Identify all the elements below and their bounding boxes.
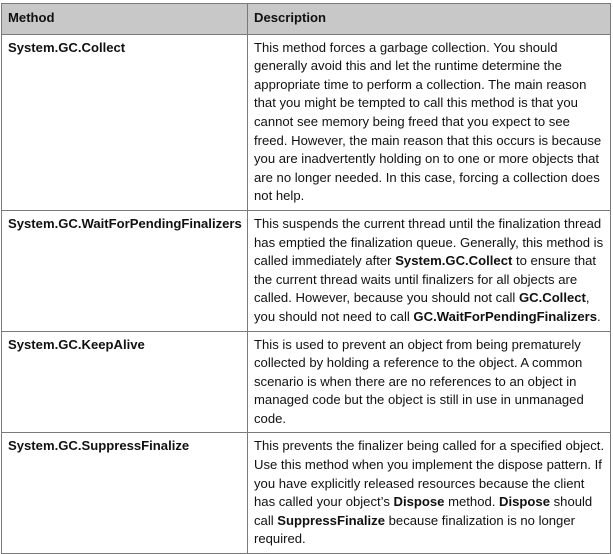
description-code-term: SuppressFinalize <box>277 512 385 528</box>
description-text: , you should not need to call <box>254 290 590 324</box>
table-header-row <box>2 4 611 35</box>
table-row <box>2 331 611 433</box>
description-cell <box>248 34 611 210</box>
description-text: This prevents the finalizer being called for a specified object. Use this method when you implement the dispose pattern. If you have explicitly released resources because the client has called your object’s <box>254 438 605 510</box>
method-name-cell: System.GC.WaitForPendingFinalizers <box>2 210 248 331</box>
description-code-term: System.GC.Collect <box>395 253 513 269</box>
gc-methods-table <box>1 3 611 554</box>
description-text: because finalization is no longer required. <box>254 512 575 547</box>
description-code-term: Dispose <box>393 494 445 510</box>
method-column-header: Method <box>2 4 248 35</box>
method-name-cell: System.GC.SuppressFinalize <box>2 433 248 554</box>
table-row <box>2 34 611 210</box>
description-text: method. <box>444 494 500 510</box>
description-text: This method forces a garbage collection. You should generally avoid this and let the runtime determine the appropriate time to perform a collection. The main reason that you might be tempted to call this method is that you cannot see memory being freed that you expect to see freed. However, the main reason that this occurs is because you are inadvertently holding on to one or more objects that are no longer needed. In this case, forcing a collection does not help. <box>254 39 602 204</box>
description-text: . <box>597 308 601 324</box>
description-code-term: GC.Collect <box>518 290 586 306</box>
description-text: This suspends the current thread until the finalization thread has emptied the finalization queue. Generally, this method is called immediately after <box>254 215 604 269</box>
description-text: This is used to prevent an object from being prematurely collected by holding a reference to the object. A common scenario is when there are no references to an object in managed code but the object is still in use in unmanaged code. <box>254 336 584 426</box>
description-code-term: GC.WaitForPendingFinalizers <box>413 308 597 324</box>
description-code-term: Dispose <box>499 494 550 510</box>
table-row <box>2 210 611 331</box>
description-column-header: Description <box>248 4 611 35</box>
description-cell <box>248 433 611 554</box>
method-name-cell: System.GC.KeepAlive <box>2 331 248 433</box>
table-row <box>2 433 611 554</box>
description-text: should call <box>254 494 593 528</box>
description-cell <box>248 210 611 331</box>
method-name-cell: System.GC.Collect <box>2 34 248 210</box>
description-text: to ensure that the current thread waits until finalizers for all objects are called. However, because you should not call <box>254 253 597 306</box>
description-cell <box>248 331 611 433</box>
